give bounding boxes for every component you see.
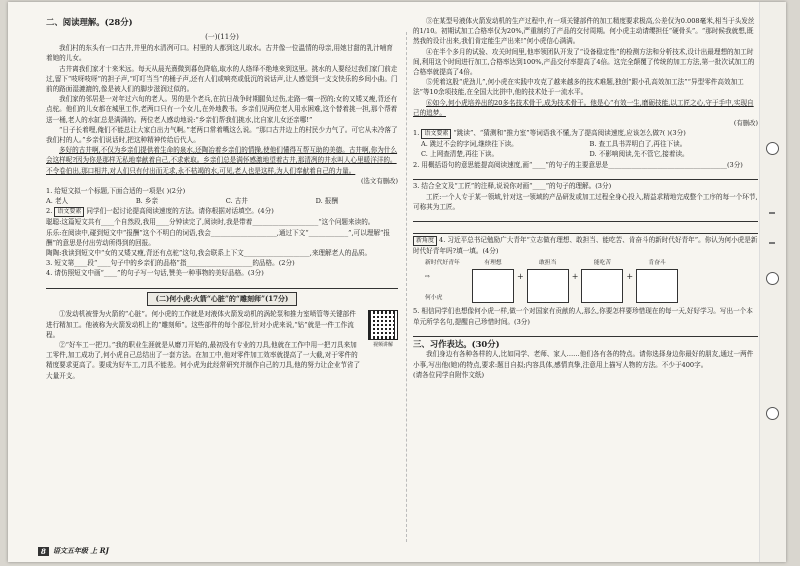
right-column: [413, 16, 758, 380]
passage1-para: 多好的古井啊,不仅为乡亲们提供着生命的泉水,还陶冶着乡亲们的情操,使他们懂得互帮互助的美德。古井啊,你为什么会这样呢?因为你是那样无私地奉献着自己,不求索取。乡亲们总是满怀感激地望着古井,那清冽的井水叫人心里暖洋洋的。不令卷伯出,那口相井,对人们只有付出而无求,永不枯竭的水,可见,老人也是这样,为人们奉献着自己的力量。: [46, 146, 398, 175]
section3-title: 三、习作表达。(30分): [413, 339, 500, 350]
page-number: 8: [38, 547, 49, 556]
footer-text: 语文五年级 上 RJ: [52, 546, 109, 555]
question-2-line: 乐乐:在阅读中,碰到短文中“报酬”这个不明白的词语,我会____________________,通过下文“____________”,可以理解“报酬”的意思是付出劳动所得到的回报。: [46, 228, 390, 247]
binding-hole-icon: [766, 142, 779, 155]
binding-hole-icon: [766, 272, 779, 285]
passage1-body: [46, 43, 398, 176]
fold-line: [406, 32, 407, 542]
chain-box: 敢担当: [527, 258, 569, 303]
passage1-title: (一)(11分): [205, 33, 239, 41]
option-d[interactable]: D. 不影响阅读,先不管它,接着读。: [589, 150, 689, 159]
r-question-3-note: 工匠:一个人专于某一领域,针对这一领域的产品研发或加工过程全身心投入,精益求精地完成整个工序的每一个环节,可称其为工匠。: [413, 192, 758, 211]
chain-answer-box[interactable]: [472, 269, 514, 303]
chain-answer-box[interactable]: [581, 269, 623, 303]
passage2-para: ③在某型号液体火箭发动机的生产过程中,有一项关键部件的加工精度要求极高,公差仅为0.008毫米,相当于头发丝的1/10。初期试加工合格率仅为20%,严重制约了产品的交付周期。何小虎主动请缨担任“硬骨头”。“那时候我就想,既然我的设计出来,我们肯定能生产出来!”何小虎信心满满。: [413, 17, 755, 46]
r-question-5: 5. 相信同学们也想像何小虎一样,做一个对国家有贡献的人,那么,你要怎样要珍惜现在的每一天,好好学习。写出一个本单元所学名句,提醒自己珍惜时间。(3分): [413, 307, 753, 326]
r-question-4-chain: [425, 258, 758, 303]
r-question-4-tag: 新角度: [413, 236, 437, 246]
chain-answer-box[interactable]: [636, 269, 678, 303]
section3-para: 我们身边有各种各样的人,比如同学、老师、家人……他们各有各的特点。请你选择身边你最好的朋友,通过一两件小事,写出他(她)的特点,要求:题目自拟;内容具体,感情真挚,注意用上描写人物的方法。不少于400字。: [413, 350, 754, 369]
qr-caption: 视频讲解: [372, 342, 393, 349]
answer-line[interactable]: [413, 223, 758, 234]
passage2-para: ④在半个多月的试验、攻关时间里,他率领团队开发了“设备稳定性”的检测方法和分析技术,设计出最理想的加工时间,利用这个时间进行加工,合格率达到100%,产品交付率提高了4倍。这完全颠覆了传统的加工方法,第一批次试加工的合格率就提高了4倍。: [413, 47, 755, 77]
question-2-line: 聪聪:这篇短文共有____个自然段,我用____分钟读完了,阅读时,我是带着____________________“这个问题来读的。: [46, 218, 375, 227]
passage2-source: (有删改): [733, 119, 758, 128]
answer-line[interactable]: [413, 212, 758, 223]
passage1-para: 我们村的东头有一口古井,井里的水清冽可口。村里的人都到这儿取水。古井像一位温情的母亲,用她甘甜的乳汁哺育着她的儿女。: [46, 44, 393, 63]
chain-left-label: 新时代好青年 ⇨ 何小虎: [425, 258, 469, 303]
passage1-para: 古井离我们家才十来米远。每天从晨光熹微到暮色降临,取水的人络绎不绝地来到这里。挑水的人要经过我们家门前走过,留下“吱呀吱呀”的担子声,“叮叮当当”的桶子声,还有人们或响亮或低沉的说话声,让人感觉到一支支快乐的乡间小曲。门前的路面湿漉漉的,像是被人们的脚步滋润过似的。: [46, 64, 398, 94]
left-column: [46, 32, 398, 381]
passage2-title-banner: (二)何小虎:火箭“心脏”的“雕刻师”(17分): [46, 292, 398, 306]
chain-box: 能吃苦: [581, 258, 623, 303]
binding-strip: [759, 2, 786, 562]
section1-title: 二、阅读理解。(28分): [46, 17, 133, 27]
plus-icon: +: [517, 272, 524, 282]
passage1-para: 我们家的邻居是一对年过六旬的老人。男的是个老兵,在抗日战争时期腿负过伤,走路一瘸一拐的;女的又矮又瘦,背还有点驼。他们的儿女都在城里工作,老两口只有一个女儿,在外地教书。乡亲们见两位老人用水困难,这个替着挑一担,那个帮着送一桶,老人的水缸总是满满的。两位老人感动地说:“乡亲们帮我们挑水,比自家儿女还亲哪!”: [46, 95, 398, 124]
option-d[interactable]: D. 报酬: [315, 197, 338, 206]
answer-line[interactable]: [413, 170, 758, 181]
r-question-1: 1. 语文要素 “跳读”、“猜测和“推力室”等词语我不懂,为了提高阅读速度,应该怎么做?( )(3分): [413, 129, 686, 138]
option-a[interactable]: A. 跳过不会的字词,继续往下读。: [421, 140, 518, 149]
qr-code-icon: [368, 310, 398, 340]
r-question-1-tag: 语文要素: [421, 129, 451, 139]
r-question-2: 2. 用概括语句的意思能提高阅读速度,画“____”的句子的主要意思是____________________________________(3分): [413, 160, 743, 169]
question-2: 2. 语文要素 同学们一起讨论提高阅读速度的方法。请你根据对话填空。(4分): [46, 207, 274, 216]
question-3: 3. 短文第____段“____句子中的乡亲们的品格”指____________________的品格。(2分): [46, 259, 295, 268]
option-b[interactable]: B. 乡亲: [135, 197, 159, 206]
passage2-block: [46, 292, 398, 381]
answer-line[interactable]: [46, 279, 398, 290]
qr-code[interactable]: [368, 310, 398, 350]
chain-box: 肯奋斗: [636, 258, 678, 303]
option-c[interactable]: C. 上网查清楚,再往下读。: [421, 150, 499, 159]
binding-mark: [769, 212, 775, 214]
r-question-4: 新角度 4. 习近平总书记勉励广大青年“立志做有理想、敢担当、能吃苦、肯奋斗的新时代好青年”。你认为何小虎是新时代好青年吗?填一填。(4分): [413, 235, 758, 255]
passage2-para: ⑤凭着这股“虎劲儿”,何小虎在实践中攻克了越来越多的技术难题,独创“跟小孔高效加工法”“异型零件高效加工法”等10余项技能,在全国大比拼中,他的技术处于一流水平。: [413, 78, 744, 97]
question-2-line: 陶陶:我读到短文中“女的又矮又瘦,背还有点驼”这句,我会联系上下文____________________,来理解老人的品质。: [46, 249, 372, 258]
question-1: 1. 给短文拟一个标题,下面合适的一项是( )(2分): [46, 187, 186, 196]
chain-answer-box[interactable]: [527, 269, 569, 303]
plus-icon: +: [626, 272, 634, 282]
section3-note: (请各位同学自附作文纸): [413, 370, 485, 379]
binding-mark: [769, 242, 775, 244]
option-a[interactable]: A. 老人: [46, 197, 69, 206]
question-2-tag: 语文要素: [54, 207, 84, 217]
r-question-1-options: [413, 139, 758, 159]
passage1-para: “日子长着哩,俺们不能总让大家白出力气啊。”老两口常着嘴这么说。“那口古井边上的村民少力气了。可它从未冷落了我们村的人。”乡亲们说话时,把这种精神传给后代人。: [46, 125, 398, 145]
r-question-3: 3. 结合全文及“工匠”的注释,说说你对画“____”的句子的理解。(3分): [413, 182, 612, 191]
passage1-source: (选文有删改): [361, 176, 398, 185]
option-c[interactable]: C. 古井: [225, 197, 248, 206]
plus-icon: +: [571, 272, 579, 282]
option-b[interactable]: B. 查工具书弄明白了,再往下读。: [589, 140, 687, 149]
chain-arrow-icon: ⇨: [425, 274, 430, 281]
page-footer: [38, 546, 109, 556]
answer-line[interactable]: [413, 327, 758, 338]
passage2-body: [46, 309, 362, 380]
binding-hole-icon: [766, 407, 779, 420]
passage2-para: ⑥如今,何小虎培养出的20多名技术骨干,成为技术骨干。他是心“有效一生,磨砺技能,以工匠之心,守于手中,实现自己的追梦。: [413, 98, 754, 117]
question-1-options: [46, 196, 398, 206]
passage2-para: ①发动机被誉为火箭的“心脏”。何小虎的工作就是对液体火箭发动机的涡轮泵和推力室喷管等关键部件进行精加工。他被称为火箭发动机上的“雕刻师”。这些部件的每个部位,针对小虎来说,“钻”就是一件工作流程。: [46, 310, 356, 339]
question-4: 4. 请仿照短文中画“____”的句子写一句话,赞美一种事物的美好品格。(3分): [46, 269, 264, 278]
exam-sheet: [8, 2, 786, 562]
chain-box: 有理想: [472, 258, 514, 303]
passage2-para: ②“好车工一把刀。”我的职业生涯就是从磨刀开始的,最初没有专业的刀具,他就在工作中用一把刀具来加工零件,加工成功了,何小虎自己总结出了一套方法。在加工中,他对零件加工效率就提高了一大截,对于零件的精度要求更高了。要成为好车工,刀具不能差。何小虎为此经常研究并制作自己的刀具,他的努力让企业节省了大量开支。: [46, 340, 361, 380]
